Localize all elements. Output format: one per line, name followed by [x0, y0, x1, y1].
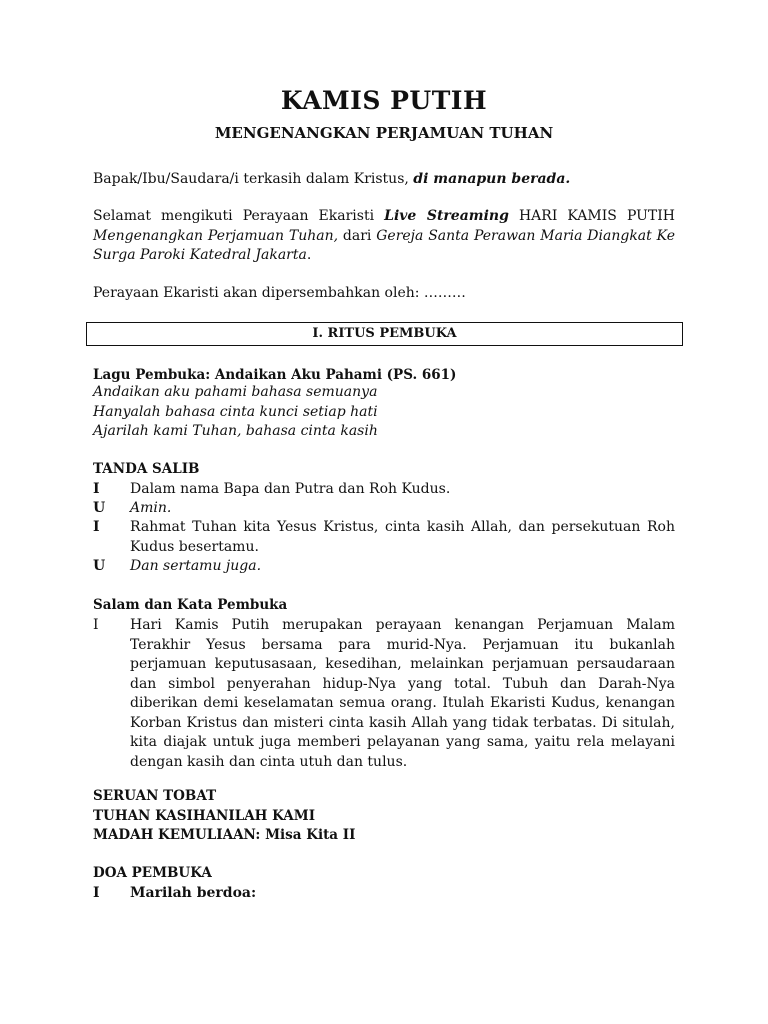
speaker-label: I [93, 885, 100, 901]
welcome-part-5: Gereja Santa Perawan Maria Diangkat Ke Surga Paroki Katedral Jakarta [93, 227, 675, 263]
lyric-line: Hanyalah bahasa cinta kunci setiap hati [93, 403, 378, 420]
penitential-heading: SERUAN TOBAT [93, 788, 217, 804]
page-subtitle: MENGENANGKAN PERJAMUAN TUHAN [214, 124, 554, 142]
section-heading-box: I. RITUS PEMBUKA [86, 322, 683, 346]
welcome-part-4: dari [338, 227, 377, 244]
opening-prayer-heading: DOA PEMBUKA [93, 865, 212, 881]
speaker-label: I [93, 481, 100, 497]
dialogue-text: Dalam nama Bapa dan Putra dan Roh Kudus. [130, 481, 451, 497]
speaker-label: U [93, 558, 106, 574]
opening-song-lyrics [93, 383, 675, 442]
speaker-label: I [93, 519, 100, 535]
greeting-intro-text: Hari Kamis Putih merupakan perayaan kenangan Perjamuan Malam Terakhir Yesus bersama para murid-Nya. Perjamuan itu bukanlah perjamuan keputusasaan, kesedihan, melainkan perjamuan persaudaraan dan simbol penyerahan hidup-Nya yang total. Tubuh dan Darah-Nya diberikan demi keselamatan semua orang. Itulah Ekaristi Kudus, kenangan Korban Kristus dan misteri cinta kasih Allah yang tidak terbatas. Di situlah, kita diajak untuk juga memberi pelayanan yang sama, yaitu rela melayani dengan kasih dan cinta utuh dan tulus. [130, 617, 675, 770]
presider-line: Perayaan Ekaristi akan dipersembahkan oleh: ……… [93, 285, 466, 301]
welcome-live-streaming: Live Streaming [384, 208, 509, 224]
welcome-part-6: . [306, 247, 312, 263]
page-title: KAMIS PUTIH [280, 86, 488, 115]
sign-of-cross-heading: TANDA SALIB [93, 461, 200, 477]
welcome-part-2: HARI KAMIS PUTIH [508, 208, 676, 224]
lyric-line: Andaikan aku pahami bahasa semuanya [93, 384, 378, 400]
dialogue-text: Rahmat Tuhan kita Yesus Kristus, cinta kasih Allah, dan persekutuan Roh Kudus besertamu. [130, 519, 675, 555]
greeting-emphasis: di manapun berada. [413, 171, 571, 187]
opening-song-title: Lagu Pembuka: Andaikan Aku Pahami (PS. 661) [93, 367, 457, 383]
speaker-label: I [93, 617, 99, 633]
lyric-line: Ajarilah kami Tuhan, bahasa cinta kasih [93, 423, 378, 439]
dialogue-text: Dan sertamu juga. [130, 558, 262, 574]
greeting-paragraph [93, 170, 675, 190]
gloria-heading: MADAH KEMULIAAN: Misa Kita II [93, 827, 356, 843]
welcome-paragraph [93, 207, 675, 266]
speaker-label: U [93, 500, 106, 516]
welcome-part-3: Mengenangkan Perjamuan Tuhan, [93, 227, 339, 244]
dialogue-text: Amin. [130, 500, 172, 516]
greeting-text: Bapak/Ibu/Saudara/i terkasih dalam Kristus, [93, 171, 414, 187]
greeting-intro-heading: Salam dan Kata Pembuka [93, 597, 288, 613]
welcome-part-1: Selamat mengikuti Perayaan Ekaristi [93, 208, 385, 224]
opening-prayer-text: Marilah berdoa: [130, 885, 257, 901]
kyrie-heading: TUHAN KASIHANILAH KAMI [93, 808, 316, 824]
